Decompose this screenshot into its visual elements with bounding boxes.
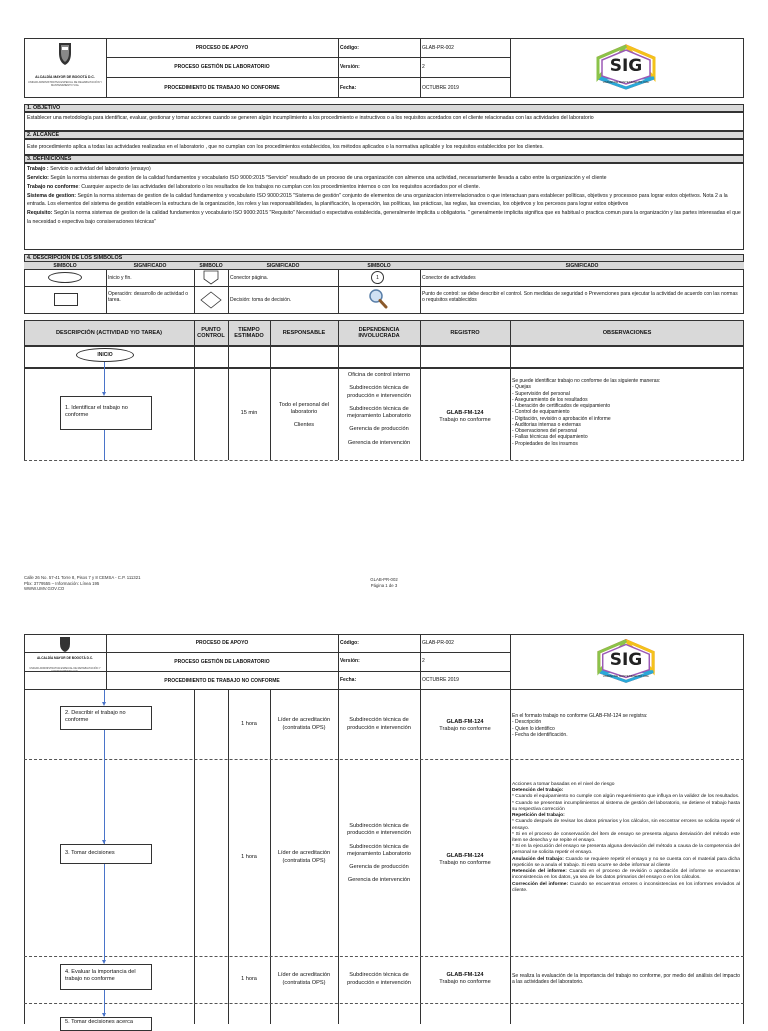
activity-5-box: 5. Tomar decisiones acerca [60,1017,152,1031]
page-connector-symbol [202,270,220,285]
sym-control-label: Punto de control: se debe describir el control. Son medidas de seguridad o Prevenciones para ejecutar la actividad de acuerdo con las normas o requisitos establecidos [422,291,738,304]
col-descripcion: DESCRIPCIÓN (ACTIVIDAD Y/O TAREA) [55,330,163,336]
header-row3: PROCEDIMIENTO DE TRABAJO NO CONFORME [164,84,280,91]
observacion-line [512,882,740,894]
decision-symbol [199,290,223,310]
observacion-text: * Si en el proceso de conservación del ítem de ensayo se presenta alguna desviación del método este ítem se desecha y se repite el ensayo. [512,831,740,843]
definition-item [27,174,741,183]
activity-3-tiempo: 1 hora [241,853,257,860]
col-observaciones: OBSERVACIONES [602,330,652,336]
observacion-line: - Propiedades de los insumos [512,440,578,447]
footer-page-info [334,577,434,588]
observacion-line: En el formato trabajo no conforme GLAB-FM-124 se registra: [512,713,648,719]
definition-text: Según la norma sistemas de gestion de la calidad fundamentos y vocabulario ISO 9000:2015 "Sistema de gestión" conjunto de elementos de una organizacion interrrelacionados o que interactuan para establecer políticas, objetivos y processoo para lograr estos objetivos. Nota 2 a la entrada. Los elementos del sistema de gestión establecen la estructura de la organización, los roles y las responsabilidades, la planificación, la operación, las políticas, las prácticas, las reglas, las creencias, los objetivos y los percesos para lograr estos objetivos [27,192,728,208]
definition-term: Servicio: [27,174,49,181]
bogota-logo [26,40,104,96]
observacion-heading: Anulación del trabajo: [512,856,564,862]
dependencia-item: Subdirección técnica de producción e intervención [347,823,411,837]
inicio-terminator: INICIO [76,348,134,362]
activity-3-observaciones [512,782,740,894]
dependencia-item: Subdirección técnica de mejoramiento Laboratorio [347,843,411,857]
activity-1-registro [420,410,510,425]
observacion-text: * Cuando se presentan incumplimientos al sistema de gestión del laboratorio, se detiene el trabajo hasta su respectiva corrección [512,800,740,812]
activity-3-registro-name: Trabajo no conforme [439,860,491,867]
observacion-text: Acciones a tomar basadas en el nivel de riesgo [512,782,615,787]
observacion-line: - Control de equipamiento [512,409,570,416]
terminator-symbol [48,272,82,283]
observacion-heading: Detención del trabajo: [512,788,564,794]
observacion-line [512,844,740,856]
observacion-text: * Si en la ejecución del ensayo se presenta alguna desviación del método a causa de la competencia del personal se solicita repetir el ensayo. [512,844,740,856]
footer-web: WWW.UMV.GOV.CO [24,586,65,592]
definition-item [27,209,741,227]
observacion-line: - Fecha de identificación. [512,731,568,738]
sym-decision-label: Decisión: toma de decisión. [230,297,292,303]
alcance-title: 2. ALCANCE [24,131,744,139]
activity-2-registro-code: GLAB-FM-124 [446,719,484,725]
activity-4-registro-code: GLAB-FM-124 [446,972,484,978]
header-row3-p2: PROCEDIMIENTO DE TRABAJO NO CONFORME [164,677,280,684]
codigo-label: Código: [340,45,359,51]
sym-header-significado-2: SIGNIFICADO [266,262,300,269]
bogota-logo-p2 [26,636,104,688]
sym-conector-actividades-label: Conector de actividades [422,275,476,281]
activity-2-responsable: Líder de acreditación (contratista OPS) [277,717,331,731]
dependencia-item: Subdirección técnica de mejoramiento Laboratorio [347,405,411,420]
activity-2-registro [420,719,510,734]
col-registro: REGISTRO [450,330,480,336]
observacion-text: * Cuando el equipamiento no cumple con algún requerimiento que influya en la validez de los resultados. [512,794,740,800]
version-label: Versión: [340,64,360,70]
logo-subtext: UNIDAD ADMINISTRATIVA ESPECIAL DE REHABILITACIÓN Y MANTENIMIENTO VIAL [28,81,102,88]
alcance-text: Este procedimiento aplica a todas las actividades realizadas en el laboratorio , que no cumplan con los procedimientos establecidos, los métodos aplicados o la normativa aplicable y los requisitos establecidos por los clientes. [24,139,744,155]
observacion-line: - Digitación, revisión o aprobación el informe [512,415,611,422]
dependencia-item: Oficina de control interno [347,372,411,378]
observacion-text: * Cuando después de revisar los datos primarios y los cálculos, sin encontrar errores se solicita repetir el ensayo. [512,819,740,831]
activity-4-dependencia: Subdirección técnica de producción e intervención [347,972,411,986]
definition-item [27,165,741,174]
sym-inicio-label: Inicio y fin. [108,275,132,281]
version-value-p2: 2 [422,658,425,664]
codigo-label-p2: Código: [340,640,359,646]
observacion-line [512,801,740,813]
observacion-text: Cuando se requiere repetir el ensayo y no se cuenta con el material para dicha repetición se a anula el trabajo. Si esto ocurre se debe informar al cliente [512,856,740,868]
sig-text: SIG [609,56,643,76]
dependencia-item: Gerencia de intervención [347,877,411,884]
definition-term: Trabajo no conforme [27,183,79,190]
dependencia-item: Subdirección técnica de producción e intervención [347,385,411,399]
definition-text: Según la norma sistemas de gestion de la calidad fundamentos y vocabulario ISO 9000:2015 "Servicio" resultado de un proceso de una organización con almenos una actividad, necesariamente llevada a cabo entre la organización y el cliente [48,174,607,181]
definiciones-title: 3. DEFINICIONES [24,155,744,163]
activity-4-responsable: Líder de acreditación (contratista OPS) [277,972,331,986]
observacion-line [512,869,740,881]
observacion-heading: Repetición del trabajo: [512,813,565,819]
activity-connector-symbol: 1 [371,271,384,284]
footer-code: GLAB-PR-002 [370,577,398,582]
objetivo-text: Establecer una metodología para identificar, evaluar, gestionar y tomar acciones cuando se generen algún incumplimiento a los procedimiento e instructivos o a los requisitos acordados con el cliente relacionadas con las actividades del laboratorio [24,112,744,131]
definition-text: : Cuarquier aspecto de las actividades del laboratorio o los resultados de los trabajos no cumplan con los procedimientos internos o con los requisitos acordados por el cliente. [78,183,480,190]
observacion-line [512,832,740,844]
observacion-line: - Supervisión del personal [512,390,570,397]
header-row1: PROCESO DE APOYO [195,44,249,51]
sym-header-significado-3: SIGNIFICADO [565,262,599,269]
activity-1-observaciones [512,378,740,447]
activity-4-box: 4. Evaluar la importancia del trabajo no conforme [60,964,152,990]
dependencia-item: Gerencia de producción [349,864,409,871]
activity-2-dependencia: Subdirección técnica de producción e intervención [347,717,411,731]
observacion-line: - Fallas técnicas del equipamiento [512,434,588,441]
activity-4-registro [420,972,510,987]
header-row2: PROCESO GESTIÓN DE LABORATORIO [174,64,270,70]
sym-header-simbolo-2: SIMBOLO [199,262,223,269]
activity-2-tiempo: 1 hora [241,720,257,727]
observacion-line: - Auditorias internas o externas [512,421,581,428]
activity-3-registro-code: GLAB-FM-124 [446,853,484,859]
col-responsable: RESPONSABLE [282,330,326,336]
col-punto-control: PUNTO CONTROL [197,327,225,339]
process-symbol [54,293,78,306]
definition-term: Sistema de gestion: [27,192,77,199]
definition-term: Trabajo : [27,166,49,172]
definition-text: Servicio o actividad del laboratorio (ensayo) [48,166,151,172]
sym-operacion-label: Operación: desarrollo de actividad o tarea. [108,291,189,304]
activity-3-box: 3. Tomar decisiones [60,844,152,864]
logo-text-p2: ALCALDÍA MAYOR DE BOGOTÁ D.C. [36,656,94,660]
sym-header-significado-1: SIGNIFICADO [133,262,167,269]
activity-1-responsable: Todo el personal del laboratorio [278,402,330,416]
footer-address: Calle 26 No. 57-41 Torre 8, Pisos 7 y 8 CEMSA - C.P. 111321 [24,575,141,580]
header-row2-p2: PROCESO GESTIÓN DE LABORATORIO [174,658,270,665]
footer-phone: Pbx: 3779555 – Información: Línea 195 [24,580,100,586]
observacion-heading: Retención del informe: [512,869,567,875]
observacion-line: - Liberación de certificados de equipamiento [512,403,611,409]
fecha-value: OCTUBRE 2019 [422,85,459,91]
definition-item [27,192,741,210]
activity-3-dependencias [340,823,418,891]
footer-page: Página 1 de 3 [370,582,398,588]
activity-1-box: 1. Identificar el trabajo no conforme [60,396,152,430]
logo-text: ALCALDÍA MAYOR DE BOGOTÁ D.C. [35,75,95,79]
objetivo-title: 1. OBJETIVO [24,104,744,112]
footer [24,575,140,592]
observacion-text: Cuando se encuentran errores o inconsistencias en los informes enviados al cliente. [512,881,740,893]
codigo-value: GLAB-PR-002 [422,45,454,51]
version-value: 2 [422,64,425,70]
observacion-heading: Corrección del informe: [512,881,569,887]
observacion-line [512,857,740,869]
activity-4-registro-name: Trabajo no conforme [439,979,491,986]
activity-1-registro-code: GLAB-FM-124 [446,410,484,416]
fecha-label: Fecha: [340,85,357,91]
activity-1-tiempo: 15 min [240,410,258,417]
sym-header-simbolo-1: SIMBOLO [53,262,77,269]
sig-subtext: UNIDAD DE MANTENIMIENTO VIAL [602,80,650,84]
activity-1-responsable-2: Clientes [293,422,315,428]
fecha-label-p2: Fecha: [340,677,357,683]
sig-subtext-p2: UNIDAD DE MANTENIMIENTO VIAL [602,674,650,678]
activity-4-observaciones: Se realiza la evaluación de la importancia del trabajo no conforme, por medio del análisis del impacto a las actividades del laboratorio. [512,973,740,986]
activity-1-dependencias [340,372,418,453]
activity-4-tiempo: 1 hora [241,975,257,982]
activity-3-responsable: Líder de acreditación (contratista OPS) [277,850,331,864]
definition-item [27,183,741,192]
col-dependencia: DEPENDENCIA INVOLUCRADA [358,327,400,339]
definition-term: Requisito: [27,210,53,217]
observacion-line: - Quejas [512,384,531,391]
version-label-p2: Versión: [340,658,360,664]
activity-2-box: 2. Describir el trabajo no conforme [60,706,152,730]
sym-header-simbolo-3: SIMBOLO [367,262,391,269]
sig-logo-p2 [594,638,658,688]
definition-text: Según la norma sistemas de gestion de la calidad fundamentos y vocabulario ISO 9000:2015 "Requisito" Necesidad o espectativa establecida, generalmente implicita u obligatoria. " generalmente implicita significa que es habitual o practica comun para la organización y las partes interesadas el que la necesidad o expectiva bajo consiseraciones técnicas" [27,210,741,226]
sig-logo [593,44,659,94]
activity-1-registro-name: Trabajo no conforme [439,417,491,424]
magnifier-icon [368,288,388,310]
activity-2-registro-name: Trabajo no conforme [439,726,491,733]
codigo-value-p2: GLAB-PR-002 [422,640,454,646]
logo-subtext-p2: UNIDAD ADMINISTRATIVA ESPECIAL DE REHABILITACIÓN Y MANTENIMIENTO VIAL [29,666,101,673]
sym-conector-pagina-label: Conector página. [230,275,269,281]
activity-2-observaciones [512,713,740,738]
observacion-line: - Aseguramiento de los resultados [512,396,588,403]
simbolos-title: 4. DESCRIPCIÓN DE LOS SIMBOLOS [24,254,744,262]
header-row1-p2: PROCESO DE APOYO [195,640,249,646]
sig-text-p2: SIG [609,650,643,670]
definiciones-list [24,163,744,250]
observacion-line [512,819,740,831]
dependencia-item: Gerencia de intervención [347,439,411,446]
observacion-text: Cuando en el proceso de revisión o aprobación del informe se encuentran inconsistencia en los datos, ya sea de los datos primarios del ensayo o en los cálculos. [512,869,740,881]
observacion-line: - Descripción [512,719,542,726]
col-tiempo: TIEMPO ESTIMADO [234,327,264,339]
observacion-line: - Observaciones del personal [512,428,578,434]
observacion-line: - Quien lo identifico [512,725,555,732]
observacion-line: Se puede identificar trabajo no conforme de las siguiente maneras: [512,378,661,384]
activity-3-registro [420,853,510,868]
dependencia-item: Gerencia de producción [349,426,409,433]
fecha-value-p2: OCTUBRE 2019 [422,677,459,683]
